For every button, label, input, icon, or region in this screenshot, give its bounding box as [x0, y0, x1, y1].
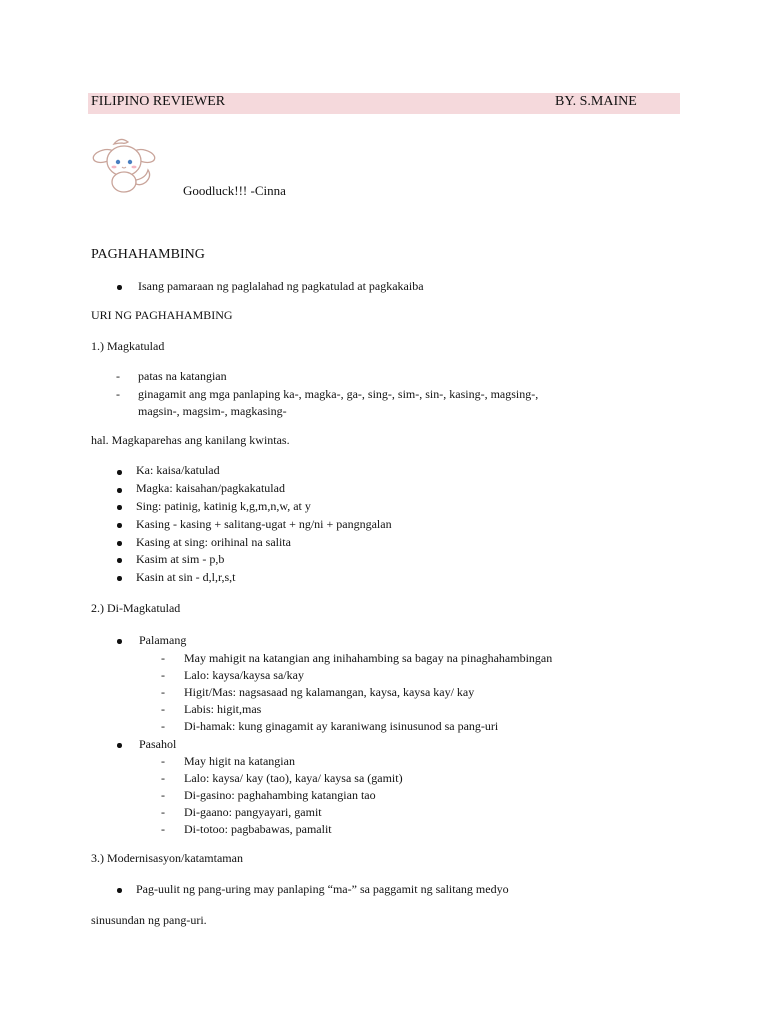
dash-marker: -: [116, 369, 120, 383]
section-title: PAGHAHAMBING: [91, 247, 205, 262]
modernisasyon-continuation: sinusundan ng pang-uri.: [91, 913, 207, 927]
dash-item: patas na katangian: [138, 369, 227, 383]
bullet-item: Sing: patinig, katinig k,g,m,n,w, at y: [136, 499, 311, 513]
dash-item: ginagamit ang mga panlaping ka-, magka-, ga-, sing-, sim-, sin-, kasing-, magsing-,: [138, 387, 539, 401]
dash-marker: -: [161, 805, 165, 819]
pasahol-item: Lalo: kaysa/ kay (tao), kaya/ kaysa sa (gamit): [184, 771, 403, 785]
dash-marker: -: [161, 788, 165, 802]
bullet-dot: [117, 888, 122, 893]
palamang-item: Labis: higit,mas: [184, 702, 262, 716]
definition-text: Isang pamaraan ng paglalahad ng pagkatulad at pagkakaiba: [138, 279, 424, 293]
bullet-dot: [117, 558, 122, 563]
bullet-item: Magka: kaisahan/pagkakatulad: [136, 481, 285, 495]
dash-marker: -: [161, 719, 165, 733]
bullet-dot: [117, 470, 122, 475]
bullet-dot: [117, 576, 122, 581]
bullet-dot: [117, 488, 122, 493]
bullet-dot: [117, 743, 122, 748]
pasahol-item: May higit na katangian: [184, 754, 295, 768]
modernisasyon-bullet: Pag-uulit ng pang-uring may panlaping “ma-” sa paggamit ng salitang medyo: [136, 882, 509, 896]
bullet-dot: [117, 505, 122, 510]
bullet-item: Kasin at sin - d,l,r,s,t: [136, 570, 236, 584]
dash-marker: -: [161, 668, 165, 682]
bullet-dot: [117, 541, 122, 546]
document-title: FILIPINO REVIEWER: [91, 94, 226, 109]
di-magkatulad-heading: 2.) Di-Magkatulad: [91, 601, 181, 615]
dash-marker: -: [116, 387, 120, 401]
modernisasyon-heading: 3.) Modernisasyon/katamtaman: [91, 851, 243, 865]
palamang-label: Palamang: [139, 633, 187, 647]
pasahol-label: Pasahol: [139, 737, 177, 751]
palamang-item: Higit/Mas: nagsasaad ng kalamangan, kaysa, kaysa kay/ kay: [184, 685, 475, 699]
dash-marker: -: [161, 754, 165, 768]
example-text: hal. Magkaparehas ang kanilang kwintas.: [91, 433, 290, 447]
pasahol-item: Di-gasino: paghahambing katangian tao: [184, 788, 376, 802]
palamang-item: Di-hamak: kung ginagamit ay karaniwang isinusunod sa pang-uri: [184, 719, 499, 733]
types-heading: URI NG PAGHAHAMBING: [91, 308, 233, 322]
dash-marker: -: [161, 685, 165, 699]
bullet-item: Kasing - kasing + salitang-ugat + ng/ni + pangngalan: [136, 517, 392, 531]
greeting-text: Goodluck!!! -Cinna: [183, 183, 286, 198]
dash-marker: -: [161, 822, 165, 836]
magkatulad-heading: 1.) Magkatulad: [91, 339, 165, 353]
dash-marker: -: [161, 771, 165, 785]
pasahol-item: Di-totoo: pagbabawas, pamalit: [184, 822, 332, 836]
dash-marker: -: [161, 702, 165, 716]
pasahol-item: Di-gaano: pangyayari, gamit: [184, 805, 322, 819]
bullet-dot: [117, 523, 122, 528]
bullet-item: Ka: kaisa/katulad: [136, 463, 220, 477]
document-author: BY. S.MAINE: [555, 94, 637, 109]
palamang-item: May mahigit na katangian ang inihahambing sa bagay na pinaghahambingan: [184, 651, 553, 665]
bullet-dot: [117, 285, 122, 290]
cinnamoroll-sticker-icon: [92, 134, 156, 196]
bullet-dot: [117, 639, 122, 644]
palamang-item: Lalo: kaysa/kaysa sa/kay: [184, 668, 304, 682]
bullet-item: Kasing at sing: orihinal na salita: [136, 535, 291, 549]
bullet-item: Kasim at sim - p,b: [136, 552, 225, 566]
dash-item-continuation: magsin-, magsim-, magkasing-: [138, 404, 287, 418]
dash-marker: -: [161, 651, 165, 665]
